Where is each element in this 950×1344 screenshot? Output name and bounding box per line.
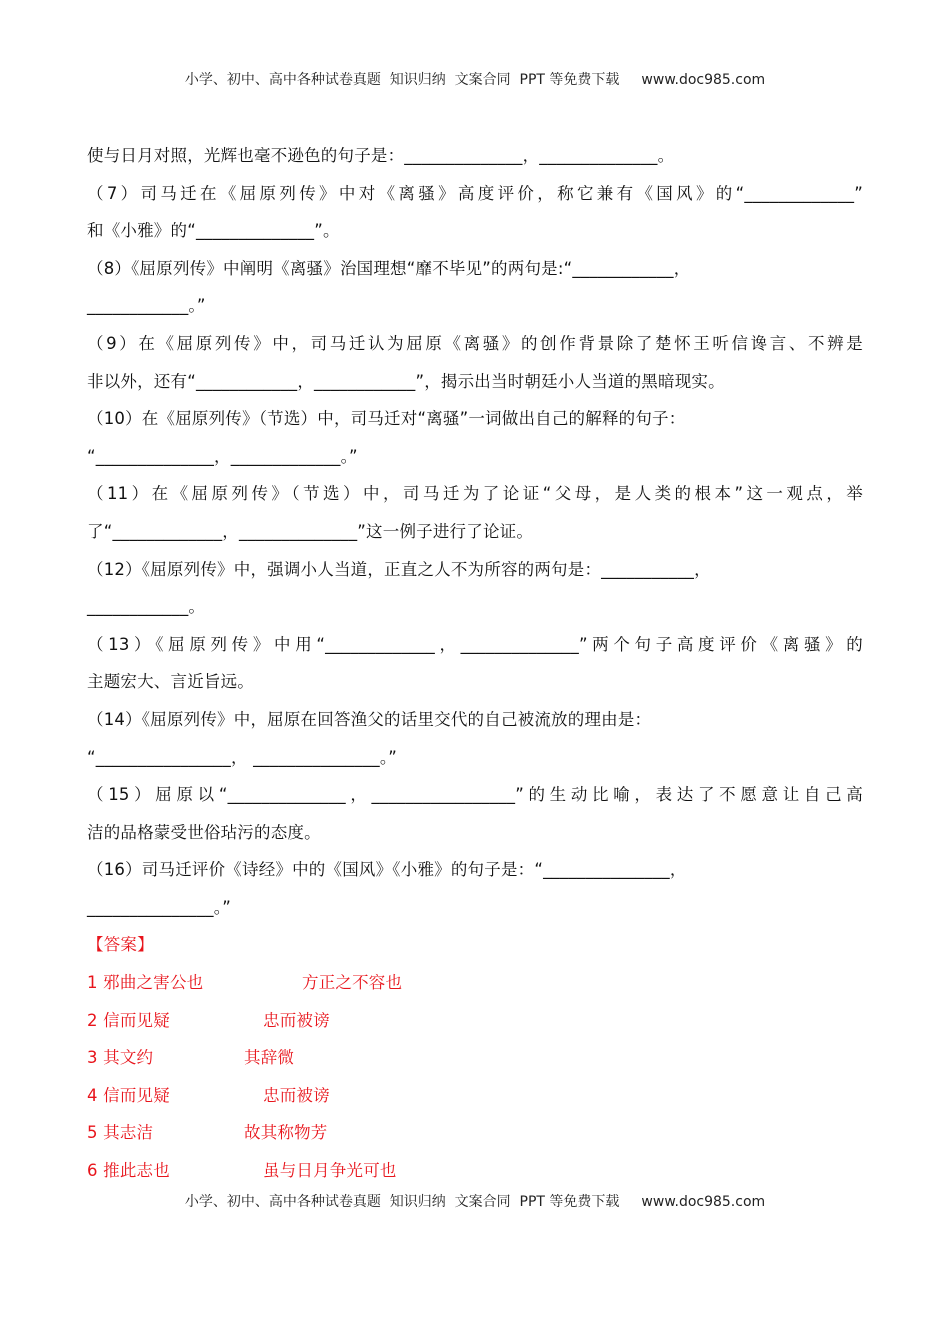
answer-first: 其志洁 [103, 1123, 154, 1143]
question-line: 和《小雅》的“______________”。 [87, 221, 340, 241]
answer-second: 忠而被谤 [263, 1085, 330, 1105]
footer-url: www.doc985.com [641, 1194, 766, 1210]
answer-second: 方正之不容也 [302, 973, 403, 993]
answer-item [87, 1081, 863, 1119]
question-line: 使与日月对照，光辉也毫不逊色的句子是：______________，______________。 [87, 146, 675, 165]
answer-title: 【答案】 [87, 935, 154, 955]
answer-first: 其文约 [103, 1048, 154, 1068]
header-text: 小学、初中、高中各种试卷真题 知识归纳 文案合同 PPT 等免费下载 [184, 72, 620, 88]
question-14: （14）《屈原列传》中，屈原在回答渔父的话里交代的自己被流放的理由是： [87, 709, 652, 729]
question-line: 主题宏大、言近旨远。 [87, 672, 254, 692]
question-line: 非以外，还有“____________，____________”，揭示出当时朝廷小人当道的黑暗现实。 [87, 371, 725, 391]
question-16: （16）司马迁评价《诗经》中的《国风》《小雅》的句子是：“_______________， [87, 860, 687, 880]
answer-item [87, 1156, 863, 1194]
question-9: （9）在《屈原列传》中，司马迁认为屈原《离骚》的创作背景除了楚怀王听信谗言、不辨是 [87, 333, 863, 353]
footer-text: 小学、初中、高中各种试卷真题 知识归纳 文案合同 PPT 等免费下载 [184, 1194, 620, 1210]
question-line: _______________。” [87, 897, 231, 917]
header-url: www.doc985.com [641, 72, 766, 88]
answer-item [87, 1118, 863, 1156]
question-11: （11）在《屈原列传》（节选）中，司马迁为了论证“父母，是人类的根本”这一观点，举 [87, 484, 863, 504]
question-15: （15）屈原以“______________，_________________”的生动比喻，表达了不愿意让自己高 [87, 785, 863, 805]
answer-number: 4 [87, 1085, 98, 1105]
answer-first: 邪曲之害公也 [103, 973, 204, 993]
page-header [0, 69, 950, 89]
question-line: “________________， _______________。” [87, 747, 398, 767]
document-body [87, 141, 863, 1194]
question-7: （7）司马迁在《屈原列传》中对《离骚》高度评价，称它兼有《国风》的“_____________” [87, 183, 863, 203]
answer-second: 故其称物芳 [244, 1123, 328, 1143]
answer-number: 1 [87, 973, 98, 993]
page-footer [0, 1191, 950, 1211]
answer-number: 6 [87, 1161, 98, 1181]
question-line: 了“_____________，______________”这一例子进行了论证。 [87, 521, 534, 541]
question-8: （8）《屈原列传》中阐明《离骚》治国理想“靡不毕见”的两句是:“____________， [87, 258, 691, 278]
answer-first: 信而见疑 [103, 1010, 170, 1030]
answer-second: 虽与日月争光可也 [263, 1161, 397, 1181]
answer-item [87, 968, 863, 1006]
question-10: （10）在《屈原列传》（节选）中，司马迁对“离骚”一词做出自己的解释的句子： [87, 409, 686, 429]
answer-item [87, 1006, 863, 1044]
answer-number: 5 [87, 1123, 98, 1143]
answer-number: 3 [87, 1048, 98, 1068]
question-line: 洁的品格蒙受世俗玷污的态度。 [87, 822, 321, 842]
question-12: （12）《屈原列传》中，强调小人当道，正直之人不为所容的两句是：___________， [87, 559, 711, 579]
answer-item [87, 1043, 863, 1081]
answer-first: 推此志也 [103, 1161, 170, 1181]
question-line: ____________。” [87, 296, 206, 316]
question-line: ____________。 [87, 597, 206, 617]
question-13: （13）《屈原列传》中用“_____________，______________”两个句子高度评价《离骚》的 [87, 634, 863, 654]
question-line: “______________，_____________。” [87, 446, 358, 466]
answer-second: 其辞微 [244, 1048, 295, 1068]
answer-number: 2 [87, 1010, 98, 1030]
answer-first: 信而见疑 [103, 1085, 170, 1105]
answer-second: 忠而被谤 [263, 1010, 330, 1030]
